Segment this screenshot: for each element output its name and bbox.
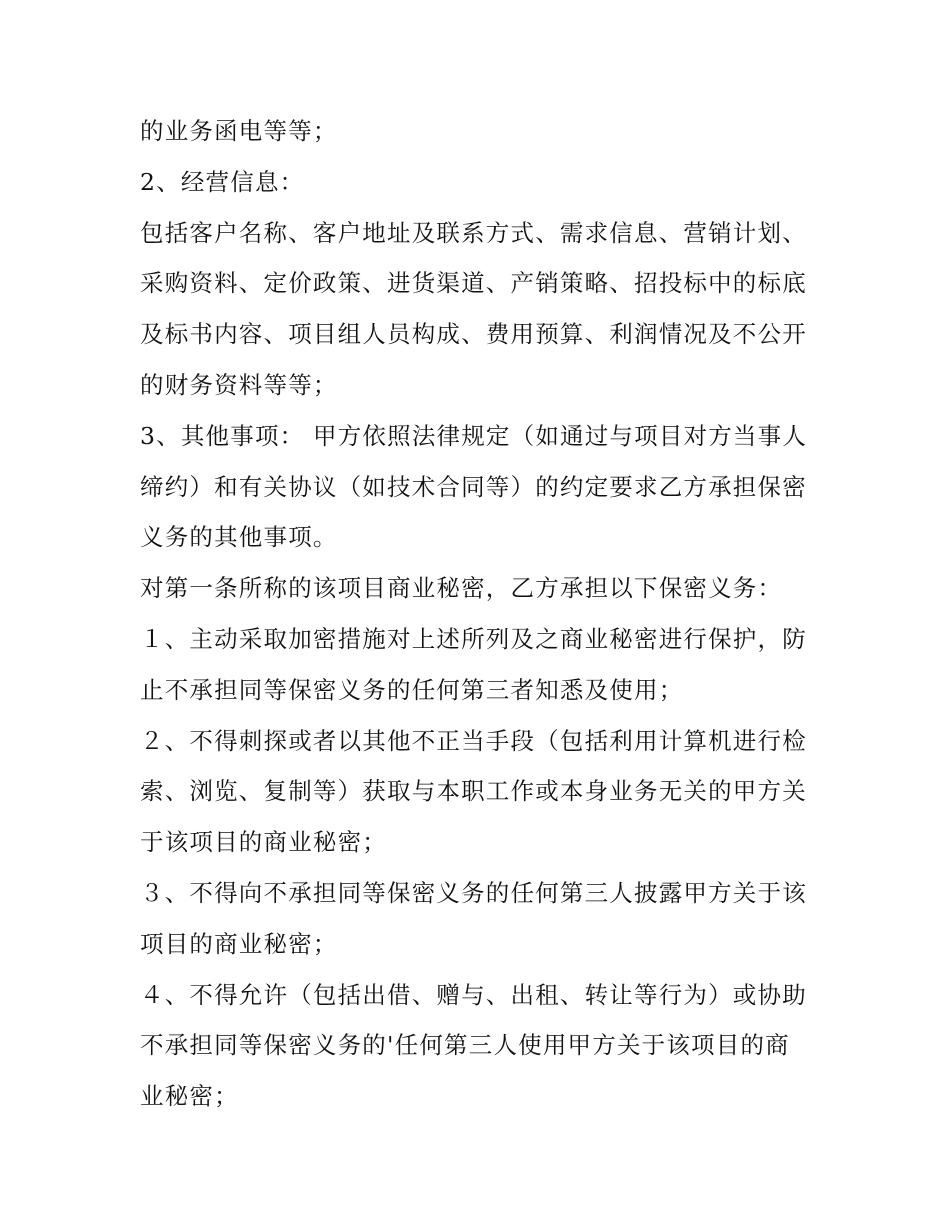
text-line: 义务的其他事项。 [140,523,338,552]
obligation-item-2: ２、不得刺探或者以其他不正当手段（包括利用计算机进行检 [140,726,807,755]
section-heading-business-info: 2、经营信息： [140,167,305,196]
obligation-item-3: ３、不得向不承担同等保密义务的任何第三人披露甲方关于该 [140,878,807,907]
obligations-intro: 对第一条所称的该项目商业秘密，乙方承担以下保密义务： [140,574,783,603]
text-line: 采购资料、定价政策、进货渠道、产销策略、招投标中的标底 [140,269,807,298]
obligation-item-1: １、主动采取加密措施对上述所列及之商业秘密进行保护，防 [140,624,807,653]
text-line: 止不承担同等保密义务的任何第三者知悉及使用； [140,675,684,704]
text-line: 业秘密； [140,1082,239,1111]
section-heading-other-matters: 3、其他事项： 甲方依照法律规定（如通过与项目对方当事人 [140,421,808,450]
text-line: 不承担同等保密义务的'任何第三人使用甲方关于该项目的商 [140,1031,790,1060]
text-line: 索、浏览、复制等）获取与本职工作或本身业务无关的甲方关 [140,777,807,806]
document-body [140,106,820,1122]
text-line: 于该项目的商业秘密； [140,828,387,857]
text-line: 的财务资料等等； [140,370,338,399]
text-line: 包括客户名称、客户地址及联系方式、需求信息、营销计划、 [140,218,807,247]
text-line: 及标书内容、项目组人员构成、费用预算、利润情况及不公开 [140,320,807,349]
text-line: 项目的商业秘密； [140,929,338,958]
text-line: 缔约）和有关协议（如技术合同等）的约定要求乙方承担保密 [140,472,807,501]
text-line: 的业务函电等等； [140,117,338,145]
obligation-item-4: ４、不得允许（包括出借、赠与、出租、转让等行为）或协助 [140,980,807,1009]
